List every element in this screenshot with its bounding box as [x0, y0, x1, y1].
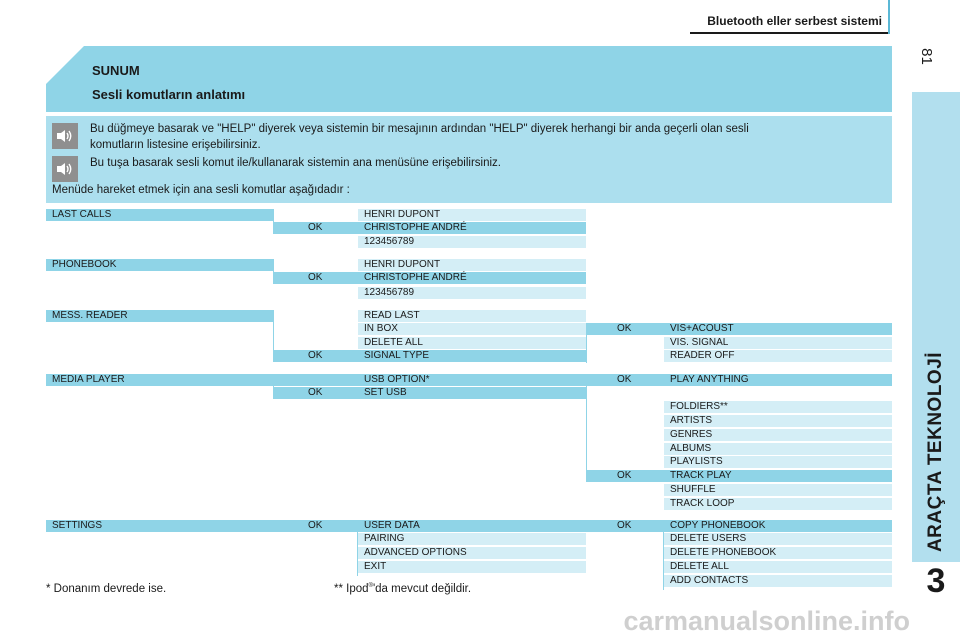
chapter-title: ARAÇTA TEKNOLOJİ: [925, 351, 946, 553]
section-title-box: [46, 46, 892, 112]
subsubmenu-item: VIS. SIGNAL: [664, 337, 892, 349]
ok-label: OK: [617, 520, 632, 531]
ok-label: OK: [617, 374, 632, 385]
subsubmenu-item: SHUFFLE: [664, 484, 892, 496]
tree-line: [273, 322, 274, 350]
submenu-item: HENRI DUPONT: [358, 209, 586, 221]
info-line: Bu düğmeye basarak ve "HELP" diyerek veya sistemin bir mesajının ardından "HELP" diyerek herhangi bir anda geçerli olan sesli: [90, 123, 749, 135]
info-line: Menüde hareket etmek için ana sesli komutlar aşağıdadır :: [52, 184, 350, 196]
menu-item-mess-reader: MESS. READER: [46, 310, 274, 322]
subsubmenu-item: DELETE ALL: [664, 561, 892, 573]
submenu-item: DELETE ALL: [358, 337, 586, 349]
subsubmenu-item: TRACK PLAY: [670, 470, 732, 481]
submenu-item: 123456789: [358, 287, 586, 299]
submenu-item: HENRI DUPONT: [358, 259, 586, 271]
running-header: Bluetooth eller serbest sistemi: [707, 14, 882, 28]
ok-label: OK: [308, 520, 323, 531]
subsubmenu-item: TRACK LOOP: [664, 498, 892, 510]
subsubmenu-item: GENRES: [664, 429, 892, 441]
subsubmenu-item: DELETE USERS: [664, 533, 892, 545]
submenu-item: EXIT: [358, 561, 586, 573]
registered-mark: ®: [368, 583, 373, 590]
menu-item-phonebook: PHONEBOOK: [46, 259, 274, 271]
ok-label: OK: [617, 470, 632, 481]
tree-line: [586, 386, 587, 478]
tree-line: [586, 335, 587, 363]
subsubmenu-item: PLAY ANYTHING: [670, 374, 749, 385]
watermark: carmanualsonline.info: [623, 606, 910, 636]
submenu-item: PAIRING: [358, 533, 586, 545]
subsubmenu-item: DELETE PHONEBOOK: [664, 547, 892, 559]
submenu-item: CHRISTOPHE ANDRÉ: [364, 222, 467, 233]
voice-command-icon: [52, 123, 78, 149]
submenu-item: CHRISTOPHE ANDRÉ: [364, 272, 467, 283]
chapter-number: 3: [926, 562, 946, 600]
menu-item-last-calls: LAST CALLS: [46, 209, 274, 221]
submenu-item: 123456789: [358, 236, 586, 248]
subsubmenu-item: ADD CONTACTS: [664, 575, 892, 587]
footnote-2-text: ** Ipod: [334, 583, 369, 595]
subsubmenu-item: FOLDIERS**: [664, 401, 892, 413]
subsubmenu-item: READER OFF: [664, 350, 892, 362]
section-subtitle: Sesli komutların anlatımı: [92, 87, 246, 102]
ok-label: OK: [308, 222, 323, 233]
footnote-1: * Donanım devrede ise.: [46, 583, 167, 595]
submenu-item: USB OPTION*: [364, 374, 430, 385]
header-rule: [690, 32, 888, 34]
footnote-2-text-end: 'da mevcut değildir.: [372, 583, 472, 595]
menu-item-media-player: MEDIA PLAYER: [52, 374, 125, 385]
submenu-item: SET USB: [364, 387, 407, 398]
ok-label: OK: [308, 272, 323, 283]
page-number: 81: [917, 48, 935, 65]
voice-command-icon: [52, 156, 78, 182]
menu-item-settings: SETTINGS: [52, 520, 103, 531]
subsubmenu-item: ALBUMS: [664, 443, 892, 455]
submenu-item: READ LAST: [358, 310, 586, 322]
subsubmenu-item: COPY PHONEBOOK: [670, 520, 766, 531]
subsubmenu-item: ARTISTS: [664, 415, 892, 427]
ok-label: OK: [308, 350, 323, 361]
subsubmenu-item: VIS+ACOUST: [670, 323, 734, 334]
info-line: komutların listesine erişebilirsiniz.: [90, 139, 261, 151]
submenu-item: SIGNAL TYPE: [364, 350, 430, 361]
header-rule-vertical: [888, 0, 890, 34]
footnote-2: [334, 583, 471, 595]
submenu-item: IN BOX: [358, 323, 586, 335]
submenu-item: ADVANCED OPTIONS: [358, 547, 586, 559]
subsubmenu-item: PLAYLISTS: [664, 456, 892, 468]
section-title: SUNUM: [92, 63, 140, 78]
ok-label: OK: [308, 387, 323, 398]
ok-label: OK: [617, 323, 632, 334]
submenu-item: USER DATA: [364, 520, 420, 531]
info-line: Bu tuşa basarak sesli komut ile/kullanarak sistemin ana menüsüne erişebilirsiniz.: [90, 157, 501, 169]
